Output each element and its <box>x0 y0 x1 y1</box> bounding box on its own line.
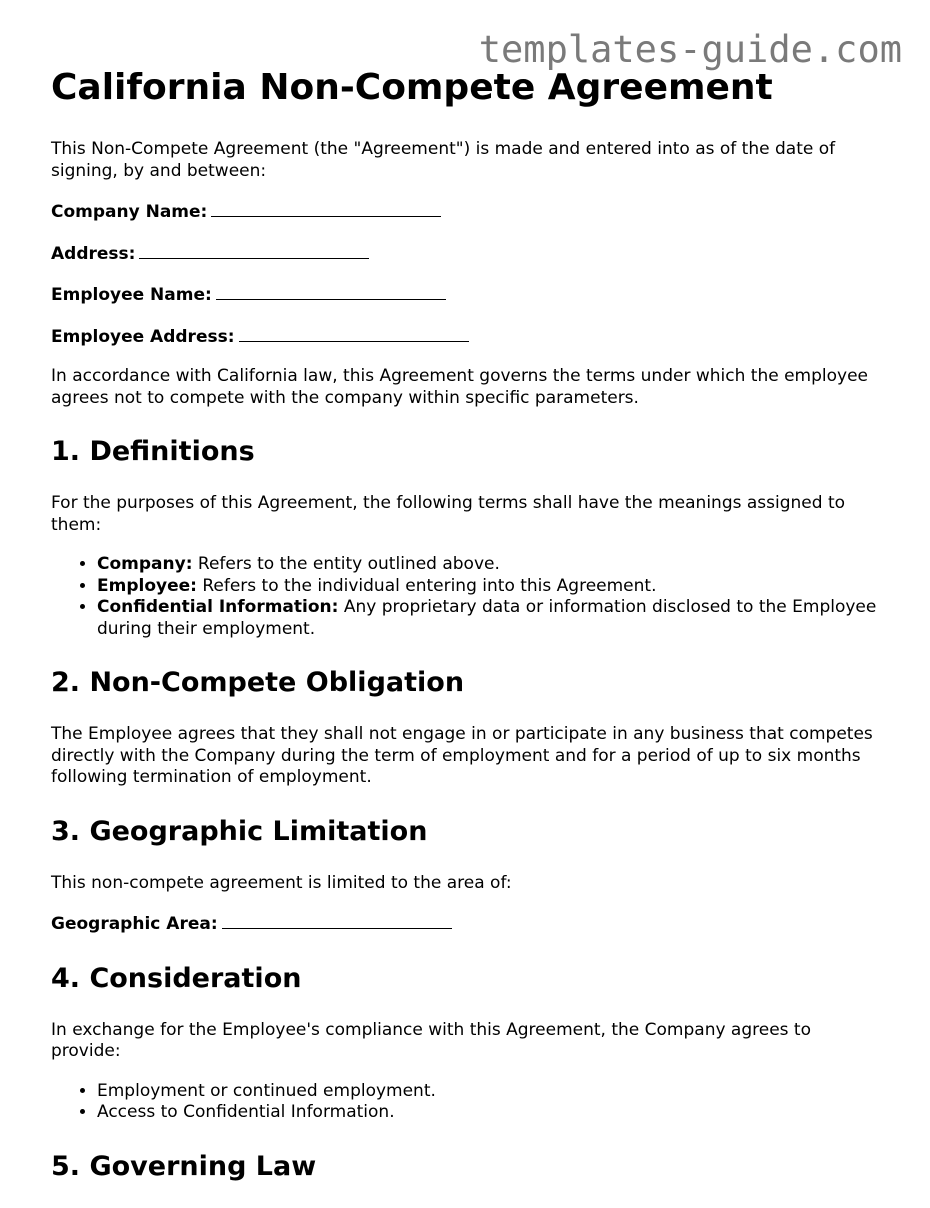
address-label: Address: <box>51 243 136 264</box>
consideration-list <box>51 1081 881 1124</box>
document <box>51 64 881 1208</box>
geographic-paragraph: This non-compete agreement is limited to the area of: <box>51 872 512 893</box>
list-item: • Employment or continued employment. <box>97 1081 881 1103</box>
employee-address-blank[interactable] <box>239 325 469 342</box>
company-name-label: Company Name: <box>51 202 208 222</box>
definition-desc: Any proprietary data or information disclosed to the Employee during their employment. <box>97 597 877 639</box>
geographic-area-field <box>51 912 881 936</box>
definitions-paragraph: For the purposes of this Agreement, the following terms shall have the meanings assigned to them: <box>51 493 846 535</box>
definition-term: Employee: <box>97 575 197 596</box>
section-heading-definitions: 1. Definitions <box>51 436 255 467</box>
definition-term: Company: <box>97 554 193 574</box>
section-heading-governing-law: 5. Governing Law <box>51 1150 317 1182</box>
definition-desc: Refers to the individual entering into this Agreement. <box>196 575 657 596</box>
address-blank[interactable] <box>139 242 369 259</box>
page-title: California Non-Compete Agreement <box>51 67 773 108</box>
list-item: • Access to Confidential Information. <box>97 1102 881 1124</box>
non-compete-paragraph: The Employee agrees that they shall not engage in or participate in any business that competes directly with the Company during the term of employment and for a period of up to six months following termination of employment. <box>51 724 873 787</box>
employee-name-label: Employee Name: <box>51 285 212 305</box>
list-item <box>97 597 881 640</box>
geographic-area-blank[interactable] <box>222 912 452 929</box>
definitions-list <box>51 554 881 640</box>
geographic-area-label: Geographic Area: <box>51 914 218 934</box>
employee-address-label: Employee Address: <box>51 326 235 347</box>
section-heading-non-compete: 2. Non-Compete Obligation <box>51 667 465 698</box>
address-field <box>51 242 881 266</box>
watermark: templates-guide.com <box>478 28 902 71</box>
employee-name-blank[interactable] <box>216 283 446 300</box>
company-name-field <box>51 200 881 224</box>
section-heading-consideration: 4. Consideration <box>51 962 302 994</box>
consideration-paragraph: In exchange for the Employee's compliance with this Agreement, the Company agrees to provide: <box>51 1019 812 1061</box>
company-name-blank[interactable] <box>211 200 441 217</box>
employee-address-field <box>51 325 881 349</box>
employee-name-field <box>51 283 881 307</box>
list-item <box>97 576 881 598</box>
section-heading-geographic: 3. Geographic Limitation <box>51 815 428 847</box>
list-item <box>97 554 881 576</box>
accordance-paragraph: In accordance with California law, this Agreement governs the terms under which the employee agrees not to compete with the company within specific parameters. <box>51 366 868 408</box>
intro-paragraph: This Non-Compete Agreement (the "Agreement") is made and entered into as of the date of signing, by and between: <box>51 139 836 181</box>
definition-desc: Refers to the entity outlined above. <box>192 554 500 574</box>
definition-term: Confidential Information: <box>97 597 339 617</box>
